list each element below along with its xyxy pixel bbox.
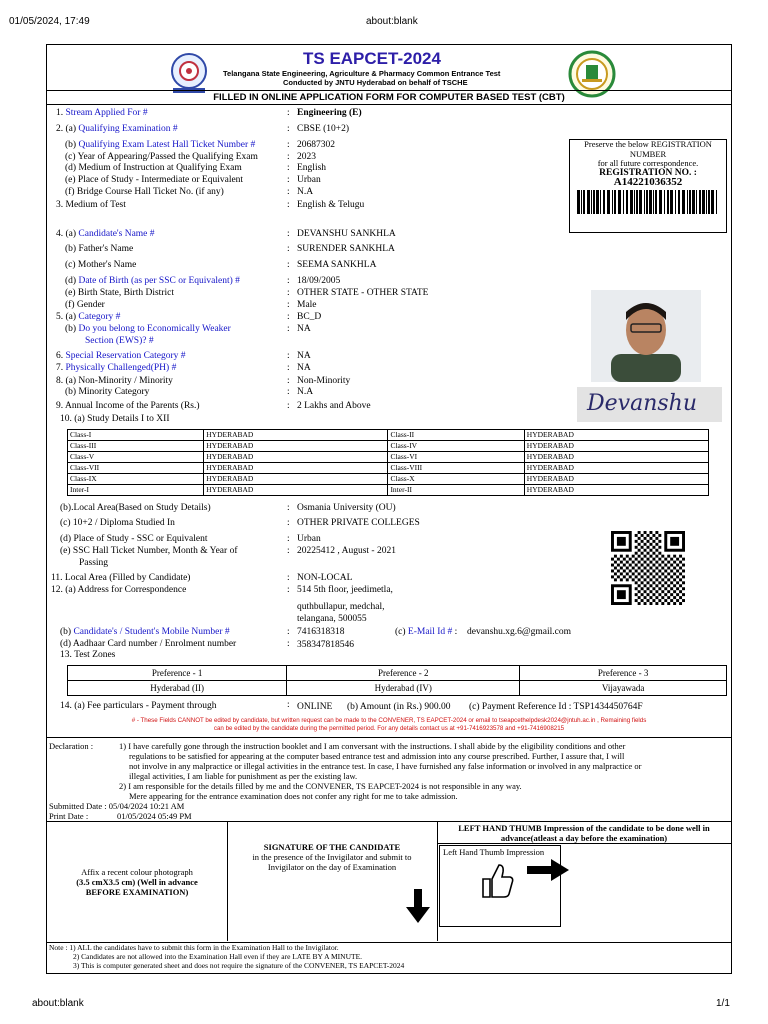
study-cell: HYDERABAD bbox=[524, 452, 708, 463]
signature-text: Devanshu bbox=[587, 391, 697, 416]
print-date-value: 01/05/2024 05:49 PM bbox=[117, 811, 192, 821]
table-row bbox=[68, 463, 709, 474]
field-value: 18/09/2005 bbox=[297, 276, 341, 286]
study-label: 10. (a) Study Details I to XII bbox=[60, 414, 170, 424]
study-cell: Class-IX bbox=[68, 474, 204, 485]
study-cell: Class-VII bbox=[68, 463, 204, 474]
study-cell: Class-IV bbox=[388, 441, 524, 452]
study-cell: HYDERABAD bbox=[524, 474, 708, 485]
reg-line1: Preserve the below REGISTRATION bbox=[584, 139, 712, 149]
table-row bbox=[68, 452, 709, 463]
field-value: 20687302 bbox=[297, 140, 335, 150]
study-cell: Inter-II bbox=[388, 485, 524, 496]
table-row bbox=[68, 441, 709, 452]
field-label: 7. Physically Challenged(PH) # bbox=[56, 363, 177, 373]
field-value: Non-Minority bbox=[297, 376, 351, 386]
browser-url: about:blank bbox=[366, 16, 418, 27]
pref-value-3: Vijayawada bbox=[520, 681, 727, 696]
reg-label: REGISTRATION NO. : bbox=[599, 167, 697, 178]
field-label: (d) Medium of Instruction at Qualifying Exam bbox=[65, 163, 242, 173]
print-date-label: Print Date : bbox=[49, 811, 89, 821]
field-value: 514 5th floor, jeedimetla, bbox=[297, 585, 393, 595]
field-value: Osmania University (OU) bbox=[297, 503, 396, 513]
study-cell: HYDERABAD bbox=[204, 474, 388, 485]
field-label: (e) SSC Hall Ticket Number, Month & Year of bbox=[60, 546, 238, 556]
table-row bbox=[68, 485, 709, 496]
declaration-text: 1) I have carefully gone through the instruction booklet and I am conversant with the instructions. I shall abide by the eligibility conditions and other regulations to be satisfied for appearing at the computer based entrance test and admission into any course prescribed. Further, I assure that, I will not involve in any malpractice or illegal activities in the entrance test. In case, I have furnished any false information or involved in any malpractice or illegal activities, I am liable for punishment as per the existing law. 2) I am responsible for the details filled by me and the CONVENER, TS EAPCET-2024 is not responsible in any way. Mere appearing for the entrance examination does not confer any right for me to take admission. bbox=[119, 741, 642, 801]
thumb-label: Left Hand Thumb Impression bbox=[443, 847, 545, 857]
page-number: 1/1 bbox=[716, 998, 730, 1009]
study-cell: HYDERABAD bbox=[524, 463, 708, 474]
fee-amount: (b) Amount (in Rs.) 900.00 bbox=[347, 702, 451, 712]
field-value: CBSE (10+2) bbox=[297, 124, 350, 134]
field-value: N.A bbox=[297, 187, 314, 197]
registration-number: A14221036352 bbox=[613, 176, 683, 188]
email-value: devanshu.xg.6@gmail.com bbox=[467, 627, 571, 637]
study-cell: HYDERABAD bbox=[204, 452, 388, 463]
qr-code-icon bbox=[611, 531, 685, 605]
field-label: (f) Gender bbox=[65, 300, 105, 310]
field-label: (c) Year of Appearing/Passed the Qualifying Exam bbox=[65, 152, 258, 162]
zones-label: 13. Test Zones bbox=[60, 650, 116, 660]
aadhaar-value: 358347818546 bbox=[297, 640, 354, 650]
submitted-date: Submitted Date : 05/04/2024 10:21 AM bbox=[49, 801, 185, 811]
field-value: OTHER STATE - OTHER STATE bbox=[297, 288, 429, 298]
study-cell: HYDERABAD bbox=[204, 430, 388, 441]
jntuh-logo-icon bbox=[165, 51, 213, 95]
study-cell: Class-VIII bbox=[388, 463, 524, 474]
study-cell: Class-I bbox=[68, 430, 204, 441]
arrow-down-icon bbox=[405, 889, 431, 925]
study-cell: HYDERABAD bbox=[204, 485, 388, 496]
signature-box: SIGNATURE OF THE CANDIDATE in the presence of the Invigilator and submit to Invigilator on the day of Examination bbox=[252, 842, 412, 872]
study-cell: HYDERABAD bbox=[204, 441, 388, 452]
mobile-value: 7416318318 bbox=[297, 627, 345, 637]
field-value: NA bbox=[297, 363, 311, 373]
field-value: English bbox=[297, 163, 327, 173]
reg-line3: for all future correspondence. bbox=[597, 158, 699, 168]
fee-reference: (c) Payment Reference Id : TSP1434450764F bbox=[469, 702, 643, 712]
field-value: 2 Lakhs and Above bbox=[297, 401, 371, 411]
arrow-right-icon bbox=[527, 859, 569, 881]
field-label: Section (EWS)? # bbox=[85, 336, 154, 346]
study-cell: Class-II bbox=[388, 430, 524, 441]
address-line3: telangana, 500055 bbox=[297, 614, 367, 624]
field-label: (f) Bridge Course Hall Ticket No. (if any) bbox=[65, 187, 224, 197]
study-cell: Inter-I bbox=[68, 485, 204, 496]
pref-value-2: Hyderabad (IV) bbox=[287, 681, 520, 696]
pref-value-1: Hyderabad (II) bbox=[68, 681, 287, 696]
field-label: 4. (a) Candidate's Name # bbox=[56, 229, 155, 239]
field-label: (d) Date of Birth (as per SSC or Equivalent) # bbox=[65, 276, 240, 286]
field-label: (b) Minority Category bbox=[65, 387, 150, 397]
study-cell: Class-III bbox=[68, 441, 204, 452]
pref-header-1: Preference - 1 bbox=[68, 666, 287, 681]
table-row bbox=[68, 430, 709, 441]
field-label: 5. (a) Category # bbox=[56, 312, 121, 322]
email-label: (c) E-Mail Id # : bbox=[395, 627, 458, 637]
field-label: 2. (a) Qualifying Examination # bbox=[56, 124, 178, 134]
thumbs-up-icon bbox=[477, 861, 517, 901]
field-label: (b) Do you belong to Economically Weaker bbox=[65, 324, 231, 334]
browser-datetime: 01/05/2024, 17:49 bbox=[9, 16, 90, 27]
reg-line2: NUMBER bbox=[629, 148, 667, 159]
pref-header-2: Preference - 2 bbox=[287, 666, 520, 681]
field-value: Male bbox=[297, 300, 317, 310]
mobile-label: (b) Candidate's / Student's Mobile Number # bbox=[60, 627, 230, 637]
study-table bbox=[67, 429, 709, 496]
application-form: TS EAPCET-2024 Telangana State Engineering, Agriculture & Pharmacy Common Entrance Test Conducted by JNTU Hyderabad on behalf of TSCHE FILLED IN ONLINE APPLICATION FORM FOR COMPUTER BASED TEST (CBT) 1. Stream Applied For # : Engineering (E) 2. (a) Qualifying Examination # : CBSE (10+2) (b) Qualifying Exam Latest Hall Ticket Number # : 20687302 (c) Year of Appearing/Passed the Qualifying Exam : 2023 (d) Medium of Instruction at Qualifying Exam : English (e) Place of Study - Intermediate or Equivalent : Urban (f) Bridge Course Hall Ticket No. (if any) : N.A 3. Medium of Test : English & Telugu 4. (a) Candidate's Name # : DEVANSHU SANKHLA (b) Father's Name : SURENDER SANKHLA (c) Mother's Name : SEEMA SANKHLA (d) Date of Birth (as per SSC or Equivalent) # : 18/09/2005 (e) Birth State, Birth District : OTHER STATE - OTHER STATE (f) Gender : Male 5. (a) Category # : BC_D (b) Do you belong to Economically Weaker : NA Section (EWS)? # 6. Special Reservation Category # : NA 7. Physically Challenged(PH) # : NA 8. (a) Non-Minority / Minority : Non-Minority (b) Minority Category : N.A 9. Annual Income of the Parents (Rs.) : 2 Lakhs and Above Preserve the below REGISTRATION NUMBER for all future correspondence. REGISTRATION NO. : A14221036352 Devanshu 10. (a) Study Details I to XII Class-I HYDERABAD Class-II HYDERABAD Class-III HYDERABAD Class-IV HYDERABAD Class-V HYDERABAD Class-VI HYDERABAD Class-VII HYDERABAD Class-VIII HYDERABAD Class-IX HYDERABAD Class-X HYDERABAD Inter-I HYDERABAD Inter-II HYDERABAD (b).Local Area(Based on Study Details) : Osmania University (OU) (c) 10+2 / Diploma Studied In : OTHER PRIVATE COLLEGES (d) Place of Study - SSC or Equivalent : Urban (e) SSC Hall Ticket Number, Month & Year of : 20225412 , August - 2021 Passing 11. Local Area (Filled by Candidate) : NON-LOCAL 12. (a) Address for Correspondence : 514 5th floor, jeedimetla, quthbullapur, medchal, telangana, 500055 (b) Candidate's / Student's Mobile Number # : 7416318318 (c) E-Mail Id # : devanshu.xg.6@gmail.com (d) Aadhaar Card number / Enrolment number : 358347818546 13. Test Zones Preference - 1 Preference - 2 Preference - 3 Hyderabad (II) Hyderabad (IV) Vijayawada 14. (a) Fee particulars - Payment through : ONLINE (b) Amount (in Rs.) 900.00 (c) Payment Reference Id : TSP1434450764F # - These Fields CANNOT be edited by candidate, but written request can be made to the CONVENER, TS EAPCET-2024 or email to tseapcethelpdesk2024@jntuh.ac.in , Remaining fields can be edited by the candidate during the permitted period. For any details contact us at +91-7416923578 and +91-7416908215 Declaration : 1) I have carefully gone through the instruction booklet and I am conversant with the instructions. I shall abide by the eligibility conditions and other regulations to be satisfied for appearing at the computer based entrance test and admission into any course prescribed. Further, I assure that, I will not involve in any malpractice or illegal activities in the entrance test. In case, I have furnished any false information or involved in any malpractice or illegal activities, I am liable for punishment as per the existing law. 2) I am responsible for the details filled by me and the CONVENER, TS EAPCET-2024 is not responsible in any way. Mere appearing for the entrance examination does not confer any right for me to take admission. Submitted Date : 05/04/2024 10:21 AM Print Date : 01/05/2024 05:49 PM Affix a recent colour photograph (3.5 cmX3.5 cm) (Well in advance BEFORE EXAMINATION) SIGNATURE OF THE CANDIDATE in the presence of the Invigilator and submit to Invigilator on the day of Examination LEFT HAND THUMB Impression of the candidate to be done well in advance(atleast a day before the examination) Left Hand Thumb Impression Note : 1) ALL the candidates have to submit this form in the Examination Hall to the Invigilator. 2) Candidates are not allowed into the Examination Hall even if they are LATE BY A MINUTE. 3) This is computer generated sheet and does not require the signature of the CONVENER, TS EAPCET-2024 bbox=[46, 44, 732, 974]
field-value: 20225412 , August - 2021 bbox=[297, 546, 396, 556]
fee-mode: ONLINE bbox=[297, 702, 333, 712]
field-label: 6. Special Reservation Category # bbox=[56, 351, 186, 361]
fee-label: 14. (a) Fee particulars - Payment through bbox=[60, 701, 217, 711]
barcode-icon bbox=[573, 188, 723, 216]
field-value: English & Telugu bbox=[297, 200, 365, 210]
study-cell: Class-X bbox=[388, 474, 524, 485]
exam-conductor: Conducted by JNTU Hyderabad on behalf of TSCHE bbox=[283, 78, 468, 87]
field-label: 11. Local Area (Filled by Candidate) bbox=[51, 573, 191, 583]
form-title: FILLED IN ONLINE APPLICATION FORM FOR COMPUTER BASED TEST (CBT) bbox=[47, 90, 731, 105]
footer-url: about:blank bbox=[32, 998, 84, 1009]
field-value: Urban bbox=[297, 534, 321, 544]
field-value: BC_D bbox=[297, 312, 322, 322]
exam-subtitle: Telangana State Engineering, Agriculture & Pharmacy Common Entrance Test bbox=[223, 69, 501, 78]
field-value: SEEMA SANKHLA bbox=[297, 260, 377, 270]
preference-table bbox=[67, 665, 727, 696]
table-row bbox=[68, 474, 709, 485]
field-label: Passing bbox=[79, 558, 109, 568]
aadhaar-label: (d) Aadhaar Card number / Enrolment number bbox=[60, 639, 237, 649]
field-label: (d) Place of Study - SSC or Equivalent bbox=[60, 534, 208, 544]
study-cell: HYDERABAD bbox=[524, 430, 708, 441]
field-value: 2023 bbox=[297, 152, 316, 162]
pref-header-3: Preference - 3 bbox=[520, 666, 727, 681]
red-note: # - These Fields CANNOT be edited by candidate, but written request can be made to the CONVENER, TS EAPCET-2024 or email to tseapcethelpdesk2024@jntuh.ac.in , Remaining fields can be edited by the candidate during the permitted period. For any details contact us at +91-7416923578 and +91-7416908215 bbox=[131, 717, 647, 732]
field-value: SURENDER SANKHLA bbox=[297, 244, 395, 254]
study-cell: HYDERABAD bbox=[204, 463, 388, 474]
field-label: 9. Annual Income of the Parents (Rs.) bbox=[56, 401, 200, 411]
field-value: NA bbox=[297, 324, 311, 334]
field-value: N.A bbox=[297, 387, 314, 397]
exam-title: TS EAPCET-2024 bbox=[303, 49, 441, 68]
field-value: DEVANSHU SANKHLA bbox=[297, 229, 396, 239]
field-label: (c) 10+2 / Diploma Studied In bbox=[60, 518, 175, 528]
study-cell: Class-V bbox=[68, 452, 204, 463]
thumb-heading: LEFT HAND THUMB Impression of the candidate to be done well in advance(atleast a day before the examination) bbox=[458, 823, 710, 843]
candidate-photo bbox=[591, 290, 701, 382]
study-cell: Class-VI bbox=[388, 452, 524, 463]
field-label: (b) Father's Name bbox=[65, 244, 134, 254]
field-value: NA bbox=[297, 351, 311, 361]
candidate-signature bbox=[577, 387, 722, 422]
field-value: OTHER PRIVATE COLLEGES bbox=[297, 518, 420, 528]
field-label: (c) Mother's Name bbox=[65, 260, 137, 270]
study-cell: HYDERABAD bbox=[524, 485, 708, 496]
study-cell: HYDERABAD bbox=[524, 441, 708, 452]
notes: Note : 1) ALL the candidates have to submit this form in the Examination Hall to the Invigilator. 2) Candidates are not allowed into the Examination Hall even if they are LATE BY A MINUTE. 3) This is computer generated sheet and does not require the signature of the CONVENER, TS EAPCET-2024 bbox=[49, 943, 405, 970]
address-line2: quthbullapur, medchal, bbox=[297, 602, 385, 612]
field-value: Urban bbox=[297, 175, 321, 185]
field-label: (e) Place of Study - Intermediate or Equivalent bbox=[65, 175, 244, 185]
field-label: (e) Birth State, Birth District bbox=[65, 288, 174, 298]
declaration-label: Declaration : bbox=[49, 741, 94, 751]
field-label: (b).Local Area(Based on Study Details) bbox=[60, 503, 211, 513]
affix-photo-box: Affix a recent colour photograph (3.5 cmX3.5 cm) (Well in advance BEFORE EXAMINATION) bbox=[76, 867, 198, 897]
field-label: (b) Qualifying Exam Latest Hall Ticket Number # bbox=[65, 140, 256, 150]
field-label: 1. Stream Applied For # bbox=[56, 108, 148, 118]
field-label: 8. (a) Non-Minority / Minority bbox=[56, 376, 173, 386]
field-label: 3. Medium of Test bbox=[56, 200, 126, 210]
field-label: 12. (a) Address for Correspondence bbox=[51, 585, 187, 595]
field-value: Engineering (E) bbox=[297, 108, 362, 118]
field-value: NON-LOCAL bbox=[297, 573, 353, 583]
registration-box bbox=[569, 139, 727, 233]
